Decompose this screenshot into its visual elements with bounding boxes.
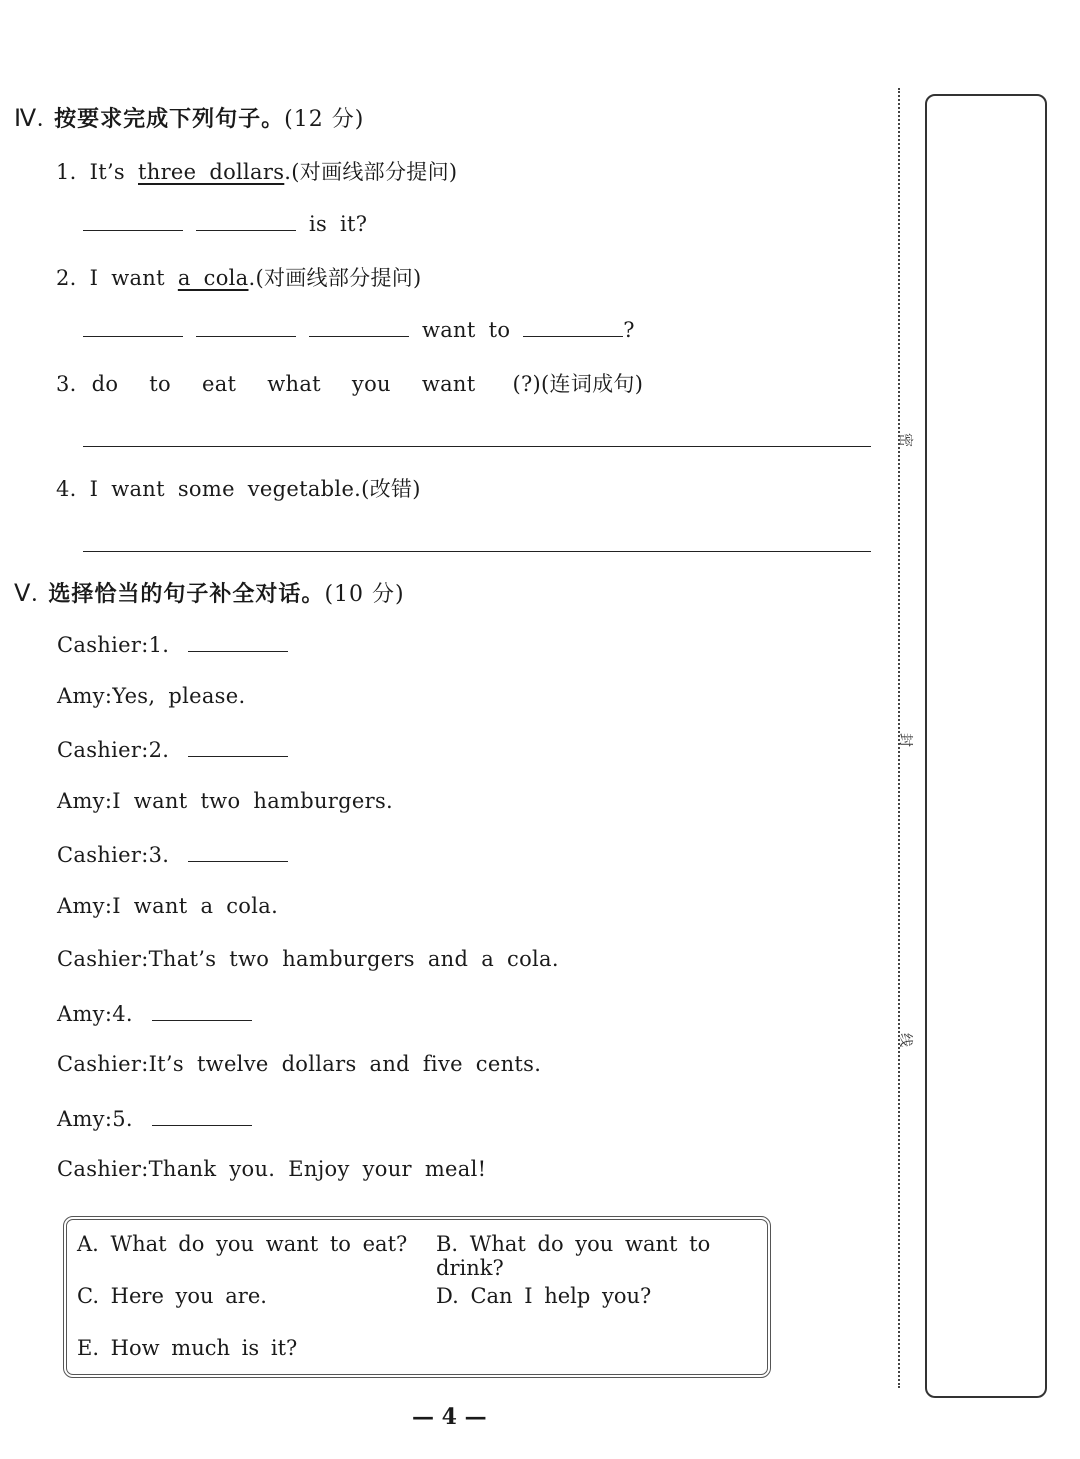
option-d: D. Can I help you? bbox=[436, 1284, 652, 1308]
question-2-post: . bbox=[248, 266, 256, 290]
speaker-amy: Amy bbox=[57, 1107, 105, 1131]
word-do: do bbox=[91, 372, 119, 396]
options-box bbox=[63, 1216, 771, 1378]
answer-blank-2d[interactable] bbox=[523, 316, 623, 337]
section-5-points: (10 分) bbox=[324, 582, 405, 607]
speaker-amy: Amy bbox=[57, 894, 105, 918]
question-1-pre: It’s bbox=[89, 160, 138, 184]
question-2-underlined: a cola bbox=[177, 266, 249, 290]
dialog-text: 3. bbox=[148, 843, 170, 867]
word-to: to bbox=[149, 372, 171, 396]
speaker-amy: Amy bbox=[57, 684, 105, 708]
option-c: C. Here you are. bbox=[77, 1284, 267, 1308]
dialog-blank-1[interactable] bbox=[188, 631, 288, 652]
side-label-top: 密 bbox=[897, 433, 913, 447]
dialog-text: That’s two hamburgers and a cola. bbox=[148, 947, 559, 971]
answer-blank-2a[interactable] bbox=[83, 316, 183, 337]
dialog-blank-3[interactable] bbox=[188, 841, 288, 862]
speaker-cashier: Cashier bbox=[57, 738, 142, 762]
dialog-line-1: Cashier:1. bbox=[57, 631, 288, 657]
question-1-post: . bbox=[284, 160, 292, 184]
dialog-line-3: Cashier:2. bbox=[57, 736, 288, 762]
question-1 bbox=[56, 156, 457, 186]
speaker-cashier: Cashier bbox=[57, 947, 142, 971]
dialog-line-4: Amy:I want two hamburgers. bbox=[57, 789, 393, 813]
answer-line-4[interactable] bbox=[83, 551, 871, 552]
question-2-instruction: (对画线部分提问) bbox=[255, 266, 422, 290]
option-a: A. What do you want to eat? bbox=[77, 1232, 408, 1256]
section-5-title: 选择恰当的句子补全对话。 bbox=[48, 581, 325, 607]
dialog-blank-2[interactable] bbox=[188, 736, 288, 757]
question-3-instruction: (连词成句) bbox=[541, 372, 644, 396]
question-1-number: 1. bbox=[56, 160, 77, 184]
section-5-roman: Ⅴ. bbox=[14, 581, 39, 607]
question-2-answer-end: ? bbox=[623, 318, 635, 342]
question-2 bbox=[56, 262, 422, 292]
word-want: want bbox=[421, 372, 476, 396]
dialog-blank-4[interactable] bbox=[152, 1000, 252, 1021]
section-4-roman: Ⅳ. bbox=[14, 106, 45, 132]
question-2-answer-mid: want to bbox=[421, 318, 511, 342]
section-4-points: (12 分) bbox=[284, 107, 365, 132]
question-4-number: 4. bbox=[56, 477, 77, 501]
answer-line-3[interactable] bbox=[83, 446, 871, 447]
question-4-text: I want some vegetable. bbox=[89, 477, 362, 501]
section-4-heading bbox=[14, 102, 364, 133]
question-3 bbox=[56, 368, 643, 398]
word-you: you bbox=[351, 372, 391, 396]
word-eat: eat bbox=[201, 372, 237, 396]
question-1-answer-tail: is it? bbox=[308, 212, 368, 236]
speaker-amy: Amy bbox=[57, 789, 105, 813]
dialog-text: Yes, please. bbox=[112, 684, 246, 708]
word-question-mark: (?) bbox=[512, 372, 542, 396]
dialog-line-5: Cashier:3. bbox=[57, 841, 288, 867]
page-number: — 4 — bbox=[412, 1404, 487, 1430]
question-2-answer-line bbox=[83, 316, 635, 342]
answer-blank-1b[interactable] bbox=[196, 210, 296, 231]
dialog-text: Thank you. Enjoy your meal! bbox=[148, 1157, 487, 1181]
answer-blank-2b[interactable] bbox=[196, 316, 296, 337]
option-e: E. How much is it? bbox=[77, 1336, 298, 1360]
dialog-line-2: Amy:Yes, please. bbox=[57, 684, 246, 708]
dialog-line-10: Amy:5. bbox=[57, 1105, 252, 1131]
side-label-bottom: 线 bbox=[897, 1033, 913, 1047]
speaker-cashier: Cashier bbox=[57, 633, 142, 657]
question-4-instruction: (改错) bbox=[361, 477, 421, 501]
dialog-text: 4. bbox=[112, 1002, 133, 1026]
speaker-cashier: Cashier bbox=[57, 843, 142, 867]
question-2-pre: I want bbox=[89, 266, 178, 290]
question-1-answer-line bbox=[83, 210, 367, 236]
question-1-underlined: three dollars bbox=[138, 160, 285, 184]
binding-margin-box bbox=[925, 94, 1047, 1398]
section-4-title: 按要求完成下列句子。 bbox=[54, 106, 285, 132]
question-3-number: 3. bbox=[56, 372, 77, 396]
speaker-amy: Amy bbox=[57, 1002, 105, 1026]
word-what: what bbox=[267, 372, 321, 396]
answer-blank-2c[interactable] bbox=[309, 316, 409, 337]
dialog-text: 1. bbox=[148, 633, 170, 657]
option-b: B. What do you want to drink? bbox=[436, 1232, 711, 1280]
side-label-mid: 封 bbox=[897, 733, 913, 747]
question-4 bbox=[56, 473, 421, 503]
dialog-line-6: Amy:I want a cola. bbox=[57, 894, 279, 918]
answer-blank-1a[interactable] bbox=[83, 210, 183, 231]
dialog-line-8: Amy:4. bbox=[57, 1000, 252, 1026]
dialog-text: It’s twelve dollars and five cents. bbox=[148, 1052, 542, 1076]
dialog-line-9: Cashier:It’s twelve dollars and five cents. bbox=[57, 1052, 542, 1076]
dialog-text: I want a cola. bbox=[112, 894, 279, 918]
dialog-line-11: Cashier:Thank you. Enjoy your meal! bbox=[57, 1157, 487, 1181]
question-2-number: 2. bbox=[56, 266, 77, 290]
dialog-line-7: Cashier:That’s two hamburgers and a cola. bbox=[57, 947, 559, 971]
question-1-instruction: (对画线部分提问) bbox=[291, 160, 458, 184]
speaker-cashier: Cashier bbox=[57, 1052, 142, 1076]
speaker-cashier: Cashier bbox=[57, 1157, 142, 1181]
dialog-text: 2. bbox=[148, 738, 170, 762]
dialog-text: 5. bbox=[112, 1107, 133, 1131]
section-5-heading bbox=[14, 577, 405, 608]
dialog-blank-5[interactable] bbox=[152, 1105, 252, 1126]
dialog-text: I want two hamburgers. bbox=[112, 789, 393, 813]
